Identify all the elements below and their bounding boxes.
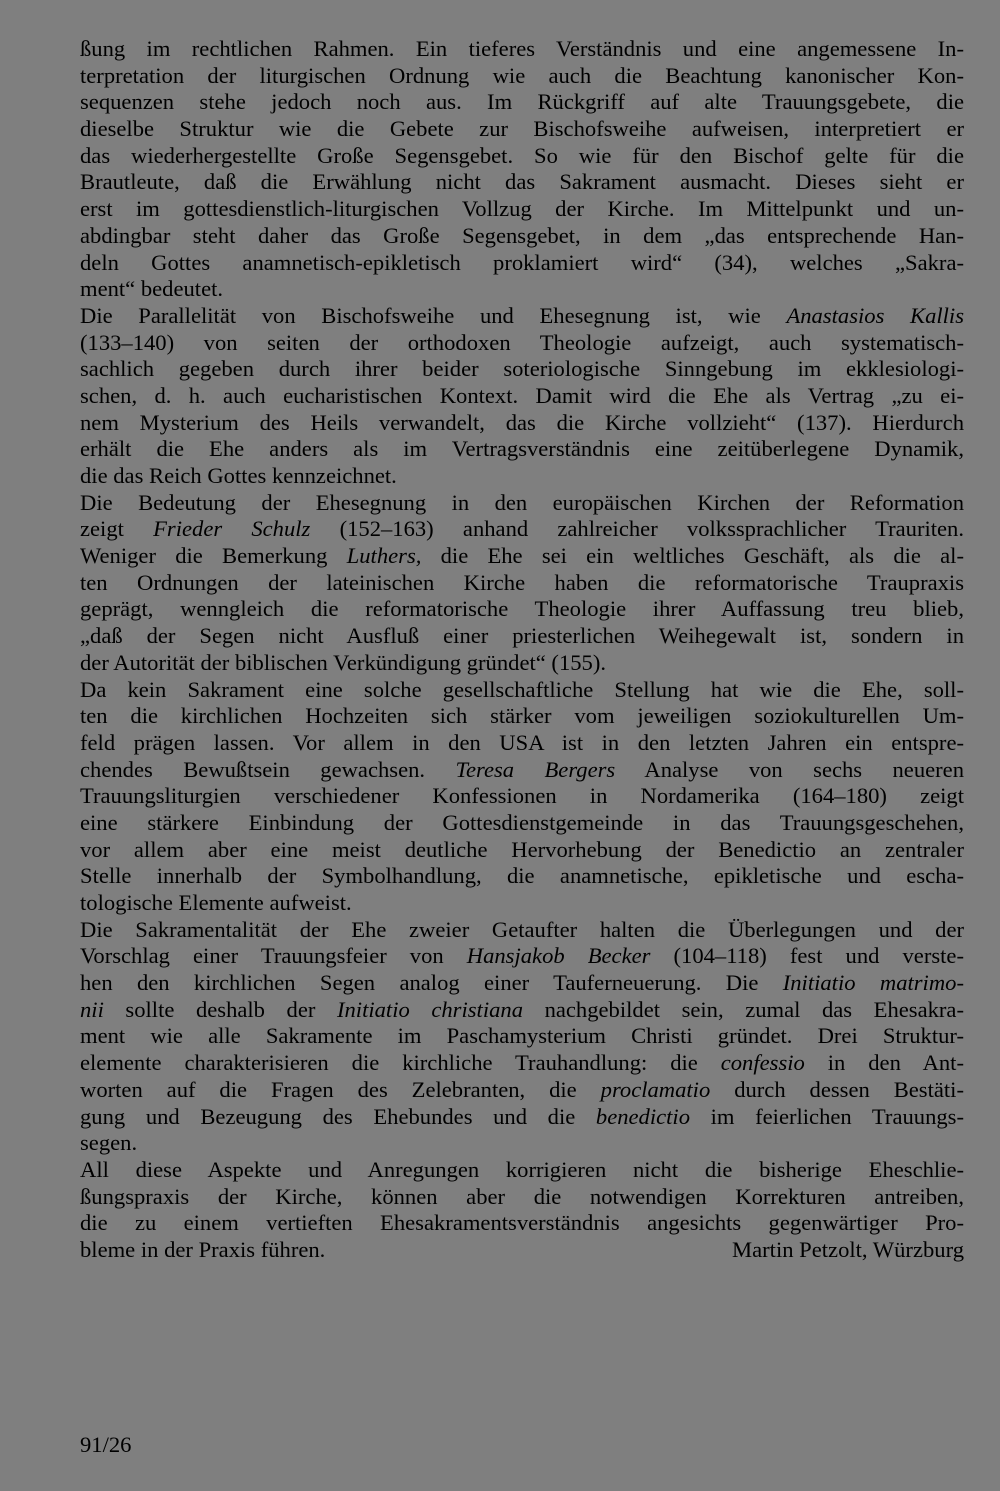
text-line bbox=[80, 116, 964, 143]
text-segment: tologische Elemente aufweist. bbox=[80, 890, 352, 915]
text-segment: vor allem aber eine meist deutliche Hervorhebung der Benedictio an zentraler bbox=[80, 836, 964, 862]
text-line bbox=[80, 970, 964, 997]
italic-name: Teresa Bergers bbox=[455, 756, 616, 782]
line-content bbox=[80, 730, 964, 755]
text-line bbox=[80, 543, 964, 570]
text-segment: in den Ant- bbox=[804, 1050, 964, 1076]
text-segment: der Autorität der biblischen Verkündigung gründet“ (155). bbox=[80, 649, 607, 675]
text-segment: Weniger die Bemerkung bbox=[80, 543, 347, 569]
text-segment: die zu einem vertieften Ehesakramentsverständnis angesichts gegenwärtiger Pro- bbox=[80, 1210, 964, 1236]
italic-name: Hansjakob Becker bbox=[466, 943, 651, 969]
line-content bbox=[80, 250, 964, 275]
text-segment: bleme in der Praxis führen. bbox=[80, 1236, 326, 1262]
line-content bbox=[80, 1184, 964, 1209]
text-line bbox=[80, 196, 964, 223]
text-line bbox=[80, 1050, 964, 1077]
text-line bbox=[80, 783, 964, 810]
text-line bbox=[80, 650, 964, 677]
text-line bbox=[80, 943, 964, 970]
line-content bbox=[80, 1077, 964, 1102]
text-segment: die Ehe sei ein weltliches Geschäft, als die al- bbox=[421, 543, 964, 569]
line-content bbox=[80, 863, 964, 888]
text-line bbox=[80, 303, 964, 330]
italic-name: proclamatio bbox=[600, 1076, 711, 1102]
text-line bbox=[80, 143, 964, 170]
italic-name: benedictio bbox=[595, 1103, 690, 1129]
text-segment: All diese Aspekte und Anregungen korrigieren nicht die bisherige Eheschlie- bbox=[80, 1156, 964, 1182]
text-segment: segen. bbox=[80, 1130, 138, 1156]
text-segment: Die Sakramentalität der Ehe zweier Getaufter halten die Überlegungen und der bbox=[80, 916, 964, 942]
line-content bbox=[80, 36, 964, 61]
text-segment: Trauungsliturgien verschiedener Konfessionen in Nordamerika (164–180) zeigt bbox=[80, 783, 964, 809]
text-segment: Analyse von sechs neueren bbox=[615, 756, 964, 782]
text-segment: ßung im rechtlichen Rahmen. Ein tieferes Verständnis und eine angemessene In- bbox=[80, 36, 964, 61]
text-line bbox=[80, 596, 964, 623]
line-content bbox=[80, 543, 964, 568]
text-line bbox=[80, 917, 964, 944]
text-segment: (133–140) von seiten der orthodoxen Theologie aufzeigt, auch systematisch- bbox=[80, 329, 964, 355]
page-number: 91/26 bbox=[80, 1432, 132, 1457]
italic-name: Luthers, bbox=[346, 543, 422, 569]
text-segment: die das Reich Gottes kennzeichnet. bbox=[80, 463, 397, 488]
text-line bbox=[80, 677, 964, 704]
line-content bbox=[80, 490, 964, 515]
text-segment: sachlich gegeben durch ihrer beider soteriologische Sinngebung im ekklesiologi- bbox=[80, 356, 964, 382]
text-line bbox=[80, 730, 964, 757]
line-content bbox=[80, 383, 964, 408]
text-line bbox=[80, 276, 964, 303]
text-line bbox=[80, 1237, 964, 1264]
text-segment: Die Parallelität von Bischofsweihe und Ehesegnung ist, wie bbox=[80, 302, 787, 328]
text-line bbox=[80, 169, 964, 196]
text-line bbox=[80, 1077, 964, 1104]
text-line bbox=[80, 863, 964, 890]
line-content bbox=[80, 1130, 137, 1155]
line-content bbox=[80, 1023, 964, 1048]
line-content bbox=[80, 970, 964, 995]
text-line bbox=[80, 36, 964, 63]
text-segment: (152–163) anhand zahlreicher volkssprachlicher Trauriten. bbox=[310, 516, 964, 542]
line-content bbox=[80, 436, 964, 461]
text-segment: ten Ordnungen der lateinischen Kirche haben die reformatorische Traupraxis bbox=[80, 569, 964, 595]
text-segment: Die Bedeutung der Ehesegnung in den europäischen Kirchen der Reformation bbox=[80, 489, 964, 515]
text-line bbox=[80, 997, 964, 1024]
text-segment: sollte deshalb der bbox=[103, 996, 337, 1022]
text-segment: terpretation der liturgischen Ordnung wie auch die Beachtung kanonischer Kon- bbox=[80, 62, 964, 88]
text-line bbox=[80, 890, 964, 917]
text-line bbox=[80, 463, 964, 490]
line-content bbox=[80, 223, 964, 248]
italic-name: Initiatio christiana bbox=[336, 996, 523, 1022]
author-signature: Martin Petzolt, Würzburg bbox=[732, 1236, 964, 1262]
text-line bbox=[80, 1157, 964, 1184]
text-line bbox=[80, 1023, 964, 1050]
text-line bbox=[80, 1104, 964, 1131]
line-content bbox=[80, 650, 606, 675]
line-content bbox=[80, 89, 964, 114]
line-content bbox=[80, 810, 964, 835]
text-segment: im feierlichen Trauungs- bbox=[690, 1103, 964, 1129]
line-content bbox=[80, 703, 964, 728]
text-segment: sequenzen stehe jedoch noch aus. Im Rückgriff auf alte Trauungsgebete, die bbox=[80, 89, 964, 115]
body-text bbox=[80, 36, 964, 1264]
text-segment: abdingbar steht daher das Große Segensgebet, in dem „das entsprechende Han- bbox=[80, 222, 964, 248]
line-content bbox=[80, 356, 964, 381]
line-content bbox=[80, 596, 964, 621]
italic-name: confessio bbox=[720, 1050, 805, 1076]
text-line bbox=[80, 89, 964, 116]
text-line bbox=[80, 490, 964, 517]
line-content bbox=[80, 757, 964, 782]
line-content bbox=[80, 890, 352, 915]
text-segment: Stelle innerhalb der Symbolhandlung, die anamnetische, epikletische und escha- bbox=[80, 863, 964, 889]
text-line bbox=[80, 516, 964, 543]
text-segment: ßungspraxis der Kirche, können aber die notwendigen Korrekturen antreiben, bbox=[80, 1183, 964, 1209]
text-segment: feld prägen lassen. Vor allem in den USA ist in den letzten Jahren ein entspre- bbox=[80, 729, 964, 755]
text-segment: elemente charakterisieren die kirchliche Trauhandlung: die bbox=[80, 1050, 721, 1076]
text-segment: gung und Bezeugung des Ehebundes und die bbox=[80, 1103, 596, 1129]
text-segment: ment“ bedeutet. bbox=[80, 276, 224, 302]
text-line bbox=[80, 436, 964, 463]
line-content bbox=[80, 330, 964, 355]
text-segment: hen den kirchlichen Segen analog einer Tauferneuerung. Die bbox=[80, 970, 783, 996]
text-segment: (104–118) fest und verste- bbox=[650, 943, 964, 969]
line-content bbox=[80, 1210, 964, 1235]
text-line bbox=[80, 356, 964, 383]
line-content bbox=[80, 677, 964, 702]
text-segment: das wiederhergestellte Große Segensgebet. So wie für den Bischof gelte für die bbox=[80, 142, 964, 168]
text-line bbox=[80, 570, 964, 597]
text-segment: deln Gottes anamnetisch-epikletisch proklamiert wird“ (34), welches „Sakra- bbox=[80, 249, 964, 275]
line-content bbox=[80, 410, 964, 435]
text-segment: nem Mysterium des Heils verwandelt, das die Kirche vollzieht“ (137). Hierdurch bbox=[80, 409, 964, 435]
line-content bbox=[80, 63, 964, 88]
line-content bbox=[80, 623, 964, 648]
text-segment: nachgebildet sein, zumal das Ehesakra- bbox=[523, 996, 964, 1022]
text-segment: worten auf die Fragen des Zelebranten, die bbox=[80, 1076, 601, 1102]
text-line bbox=[80, 250, 964, 277]
line-content bbox=[80, 276, 223, 301]
line-content bbox=[80, 1050, 964, 1075]
line-content bbox=[80, 997, 964, 1022]
text-line bbox=[80, 837, 964, 864]
line-content bbox=[80, 1104, 964, 1129]
text-segment: eine stärkere Einbindung der Gottesdienstgemeinde in das Trauungsgeschehen, bbox=[80, 809, 964, 835]
text-line bbox=[80, 703, 964, 730]
text-segment: durch dessen Bestäti- bbox=[710, 1076, 964, 1102]
text-line bbox=[80, 383, 964, 410]
text-segment: geprägt, wenngleich die reformatorische Theologie ihrer Auffassung treu blieb, bbox=[80, 596, 964, 622]
text-segment: zeigt bbox=[80, 516, 154, 542]
text-line bbox=[80, 623, 964, 650]
text-line bbox=[80, 63, 964, 90]
text-segment: Vorschlag einer Trauungsfeier von bbox=[80, 943, 467, 969]
line-content bbox=[80, 463, 397, 488]
text-line bbox=[80, 757, 964, 784]
line-content bbox=[80, 570, 964, 595]
italic-name: Frieder Schulz bbox=[153, 516, 311, 542]
text-segment: erst im gottesdienstlich-liturgischen Vollzug der Kirche. Im Mittelpunkt und un- bbox=[80, 196, 964, 222]
line-content bbox=[80, 143, 964, 168]
line-content bbox=[80, 943, 964, 968]
line-content bbox=[80, 1237, 325, 1264]
line-content bbox=[80, 917, 964, 942]
line-content bbox=[80, 516, 964, 541]
text-line bbox=[80, 1210, 964, 1237]
text-segment: ten die kirchlichen Hochzeiten sich stärker vom jeweiligen soziokulturellen Um- bbox=[80, 703, 964, 729]
line-content bbox=[80, 303, 964, 328]
text-segment: ment wie alle Sakramente im Paschamysterium Christi gründet. Drei Struktur- bbox=[80, 1023, 964, 1049]
text-line bbox=[80, 223, 964, 250]
line-content bbox=[80, 1157, 964, 1182]
line-content bbox=[80, 169, 964, 194]
italic-name: nii bbox=[80, 996, 104, 1022]
text-line bbox=[80, 410, 964, 437]
text-line bbox=[80, 1184, 964, 1211]
text-segment: chendes Bewußtsein gewachsen. bbox=[80, 756, 456, 782]
text-line bbox=[80, 810, 964, 837]
text-segment: Brautleute, daß die Erwählung nicht das Sakrament ausmacht. Dieses sieht er bbox=[80, 169, 964, 195]
italic-name: Anastasios Kallis bbox=[786, 302, 964, 328]
text-segment: schen, d. h. auch eucharistischen Kontext. Damit wird die Ehe als Vertrag „zu ei- bbox=[80, 382, 964, 408]
text-segment: „daß der Segen nicht Ausfluß einer priesterlichen Weihegewalt ist, sondern in bbox=[80, 623, 964, 649]
text-line bbox=[80, 330, 964, 357]
line-content bbox=[80, 783, 964, 808]
text-segment: dieselbe Struktur wie die Gebete zur Bischofsweihe aufweisen, interpretiert er bbox=[80, 116, 964, 142]
text-line bbox=[80, 1130, 964, 1157]
line-content bbox=[80, 196, 964, 221]
text-segment: Da kein Sakrament eine solche gesellschaftliche Stellung hat wie die Ehe, soll- bbox=[80, 676, 964, 702]
text-segment: erhält die Ehe anders als im Vertragsverständnis eine zeitüberlegene Dynamik, bbox=[80, 436, 964, 462]
italic-name: Initiatio matrimo- bbox=[782, 970, 964, 996]
line-content bbox=[80, 116, 964, 141]
line-content bbox=[80, 837, 964, 862]
